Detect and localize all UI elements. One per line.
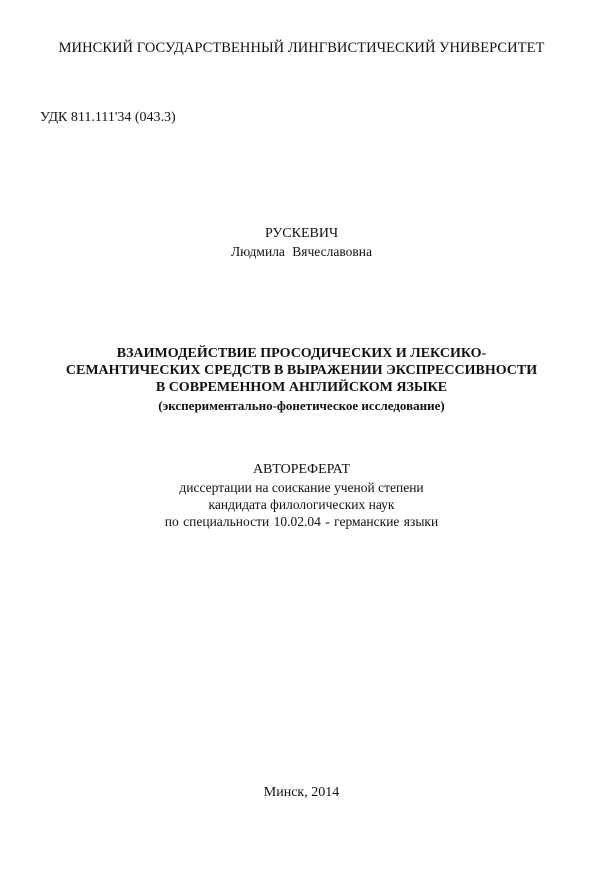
description-line-1: диссертации на соискание ученой степени xyxy=(179,480,424,495)
description-line-3: по специальности 10.02.04 - германские языки xyxy=(164,514,439,529)
place-and-year: Минск, 2014 xyxy=(263,785,340,800)
author-first-names: Людмила Вячеславовна xyxy=(231,244,372,259)
document-genre: АВТОРЕФЕРАТ xyxy=(252,462,351,477)
title-subtitle: (экспериментально-фонетическое исследование) xyxy=(158,398,445,413)
title-line-3: В СОВРЕМЕННОМ АНГЛИЙСКОМ ЯЗЫКЕ xyxy=(155,380,448,395)
author-last-name: РУСКЕВИЧ xyxy=(264,226,339,241)
description-line-2: кандидата филологических наук xyxy=(208,497,395,512)
university-name: МИНСКИЙ ГОСУДАРСТВЕННЫЙ ЛИНГВИСТИЧЕСКИЙ УНИВЕРСИТЕТ xyxy=(58,40,545,56)
title-line-2: СЕМАНТИЧЕСКИХ СРЕДСТВ В ВЫРАЖЕНИИ ЭКСПРЕССИВНОСТИ xyxy=(65,363,538,378)
title-line-1: ВЗАИМОДЕЙСТВИЕ ПРОСОДИЧЕСКИХ И ЛЕКСИКО- xyxy=(116,346,487,361)
udk-code: УДК 811.111'34 (043.3) xyxy=(40,110,176,125)
